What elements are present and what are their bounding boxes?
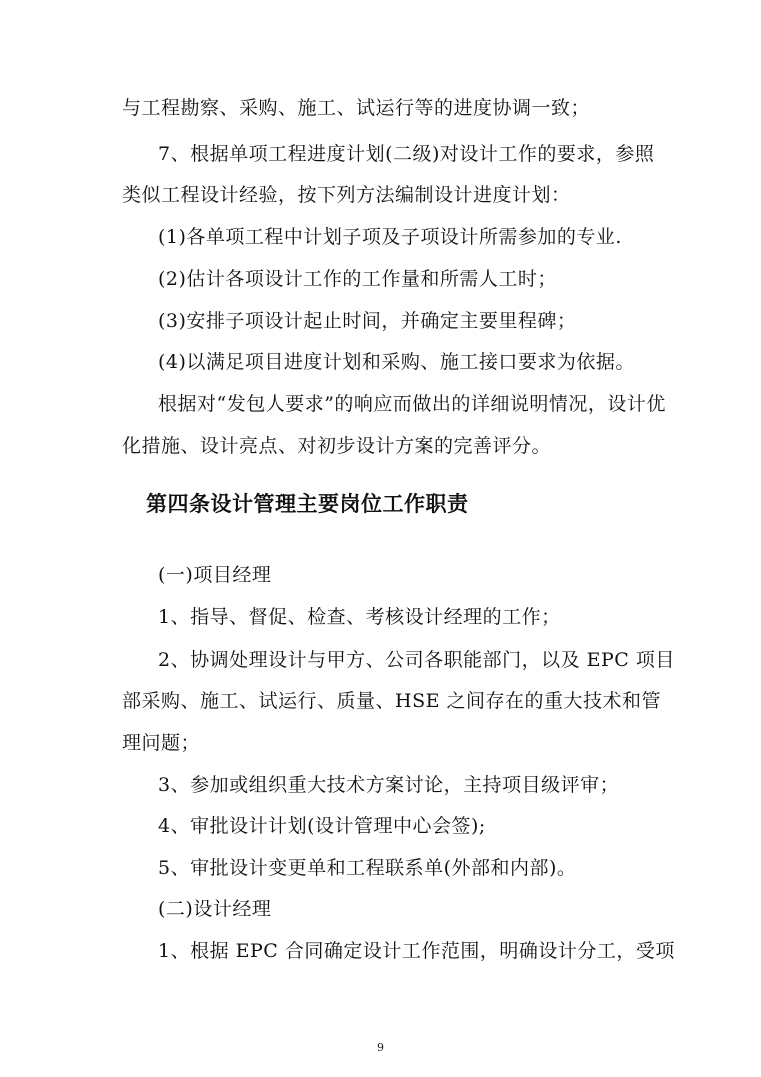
text-line: 7、根据单项工程进度计划(二级)对设计工作的要求，参照 xyxy=(158,143,655,165)
text-line: 2、协调处理设计与甲方、公司各职能部门，以及 EPC 项目 xyxy=(158,649,675,671)
text-line: 1、根据 EPC 合同确定设计工作范围，明确设计分工，受项 xyxy=(158,940,675,962)
text-line: 3、参加或组织重大技术方案讨论，主持项目级评审； xyxy=(158,774,620,796)
page-number: 9 xyxy=(377,1041,384,1054)
text-line: 1、指导、督促、检查、考核设计经理的工作； xyxy=(158,606,561,628)
text-line: 4、审批设计计划(设计管理中心会签); xyxy=(158,815,486,837)
text-line: 与工程勘察、采购、施工、试运行等的进度协调一致； xyxy=(122,97,591,119)
text-line: 化措施、设计亮点、对初步设计方案的完善评分。 xyxy=(122,435,552,457)
text-line: (2)估计各项设计工作的工作量和所需人工时； xyxy=(158,268,557,290)
text-line: 5、审批设计变更单和工程联系单(外部和内部)。 xyxy=(158,857,577,879)
text-line: 部采购、施工、试运行、质量、HSE 之间存在的重大技术和管 xyxy=(122,690,661,712)
text-line: (1)各单项工程中计划子项及子项设计所需参加的专业. xyxy=(158,226,622,248)
text-line: (二)设计经理 xyxy=(158,898,272,920)
text-line: 根据对“发包人要求”的响应而做出的详细说明情况，设计优 xyxy=(158,393,666,415)
text-line: (3)安排子项设计起止时间，并确定主要里程碑； xyxy=(158,310,577,332)
text-line: (一)项目经理 xyxy=(158,564,272,586)
section-heading: 第四条设计管理主要岗位工作职责 xyxy=(146,491,469,516)
text-line: 类似工程设计经验，按下列方法编制设计进度计划： xyxy=(122,184,571,206)
text-line: (4)以满足项目进度计划和采购、施工接口要求为依据。 xyxy=(158,351,635,373)
text-line: 理问题； xyxy=(122,732,201,754)
